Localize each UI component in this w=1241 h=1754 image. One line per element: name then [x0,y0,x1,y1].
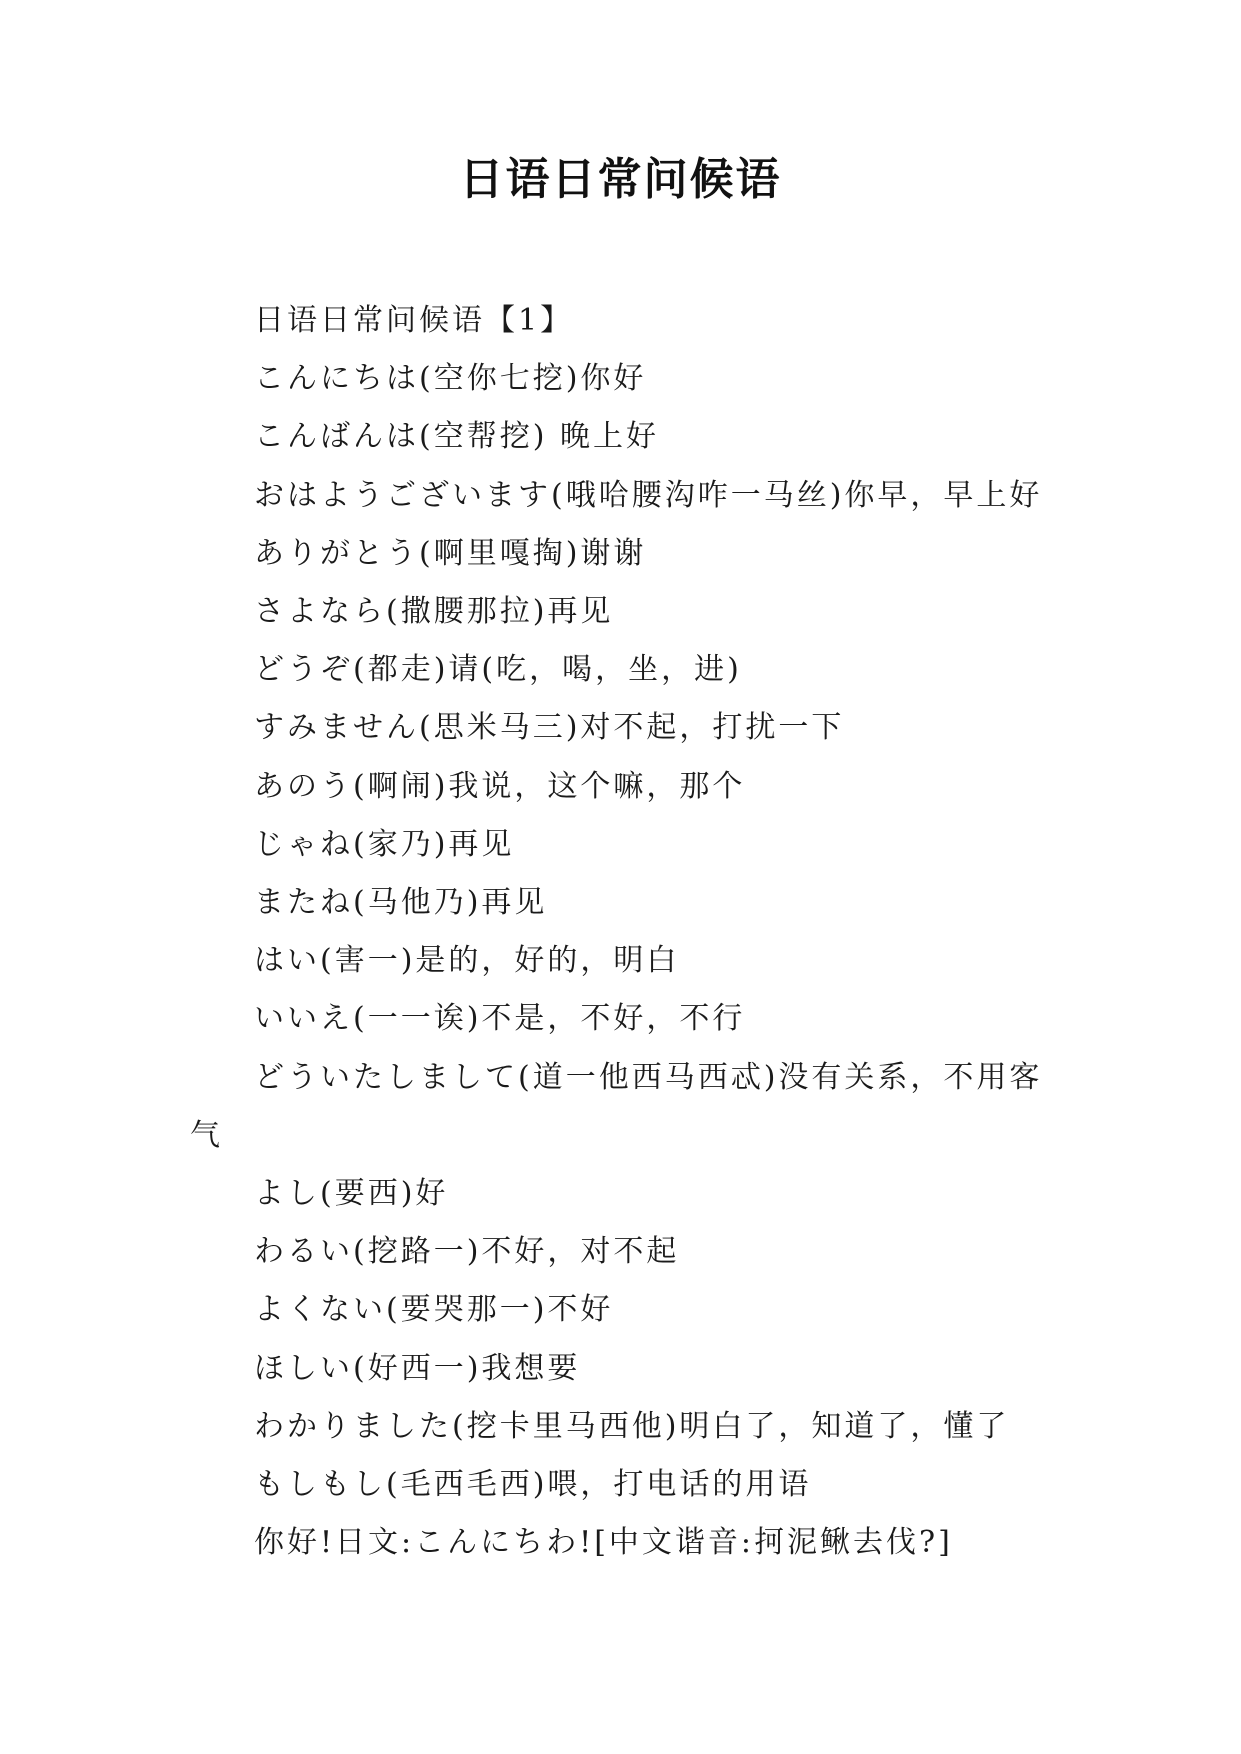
paragraph: 日语日常问候语【1】 [254,303,574,338]
paragraph: さよなら(撒腰那拉)再见 [254,594,614,630]
paragraph: どうぞ(都走)请(吃，喝，坐，进) [254,652,742,688]
paragraph: どういたしまして(道一他西马西忒)没有关系，不用客气 [190,1059,1043,1153]
document-title: 日语日常问候语 [459,154,782,205]
paragraph: いいえ(一一诶)不是，不好，不行 [254,1001,746,1037]
paragraph: ほしい(好西一)我想要 [254,1350,581,1386]
paragraph: またね(马他乃)再见 [254,885,548,921]
paragraph: すみません(思米马三)对不起，打扰一下 [254,710,845,746]
paragraph: おはようございます(哦哈腰沟咋一马丝)你早，早上好 [254,477,1043,513]
paragraph: ありがとう(啊里嘎掏)谢谢 [254,535,647,571]
paragraph: あのう(啊闹)我说，这个嘛，那个 [254,768,746,804]
paragraph: こんにちは(空你七挖)你好 [254,361,647,397]
paragraph: よし(要西)好 [254,1176,449,1212]
paragraph: こんばんは(空帮挖) 晚上好 [254,419,659,455]
paragraph: もしもし(毛西毛西)喂，打电话的用语 [254,1467,812,1503]
paragraph: じゃね(家乃)再见 [254,826,515,862]
paragraph: 你好!日文:こんにちわ![中文谐音:抲泥鳅去伐?] [254,1525,953,1561]
paragraph: よくない(要哭那一)不好 [254,1292,614,1328]
paragraph: わるい(挖路一)不好，对不起 [254,1234,680,1270]
document-body [190,292,1060,1572]
paragraph: はい(害一)是的，好的，明白 [254,943,680,979]
paragraph: わかりました(挖卡里马西他)明白了，知道了，懂了 [254,1408,1010,1444]
